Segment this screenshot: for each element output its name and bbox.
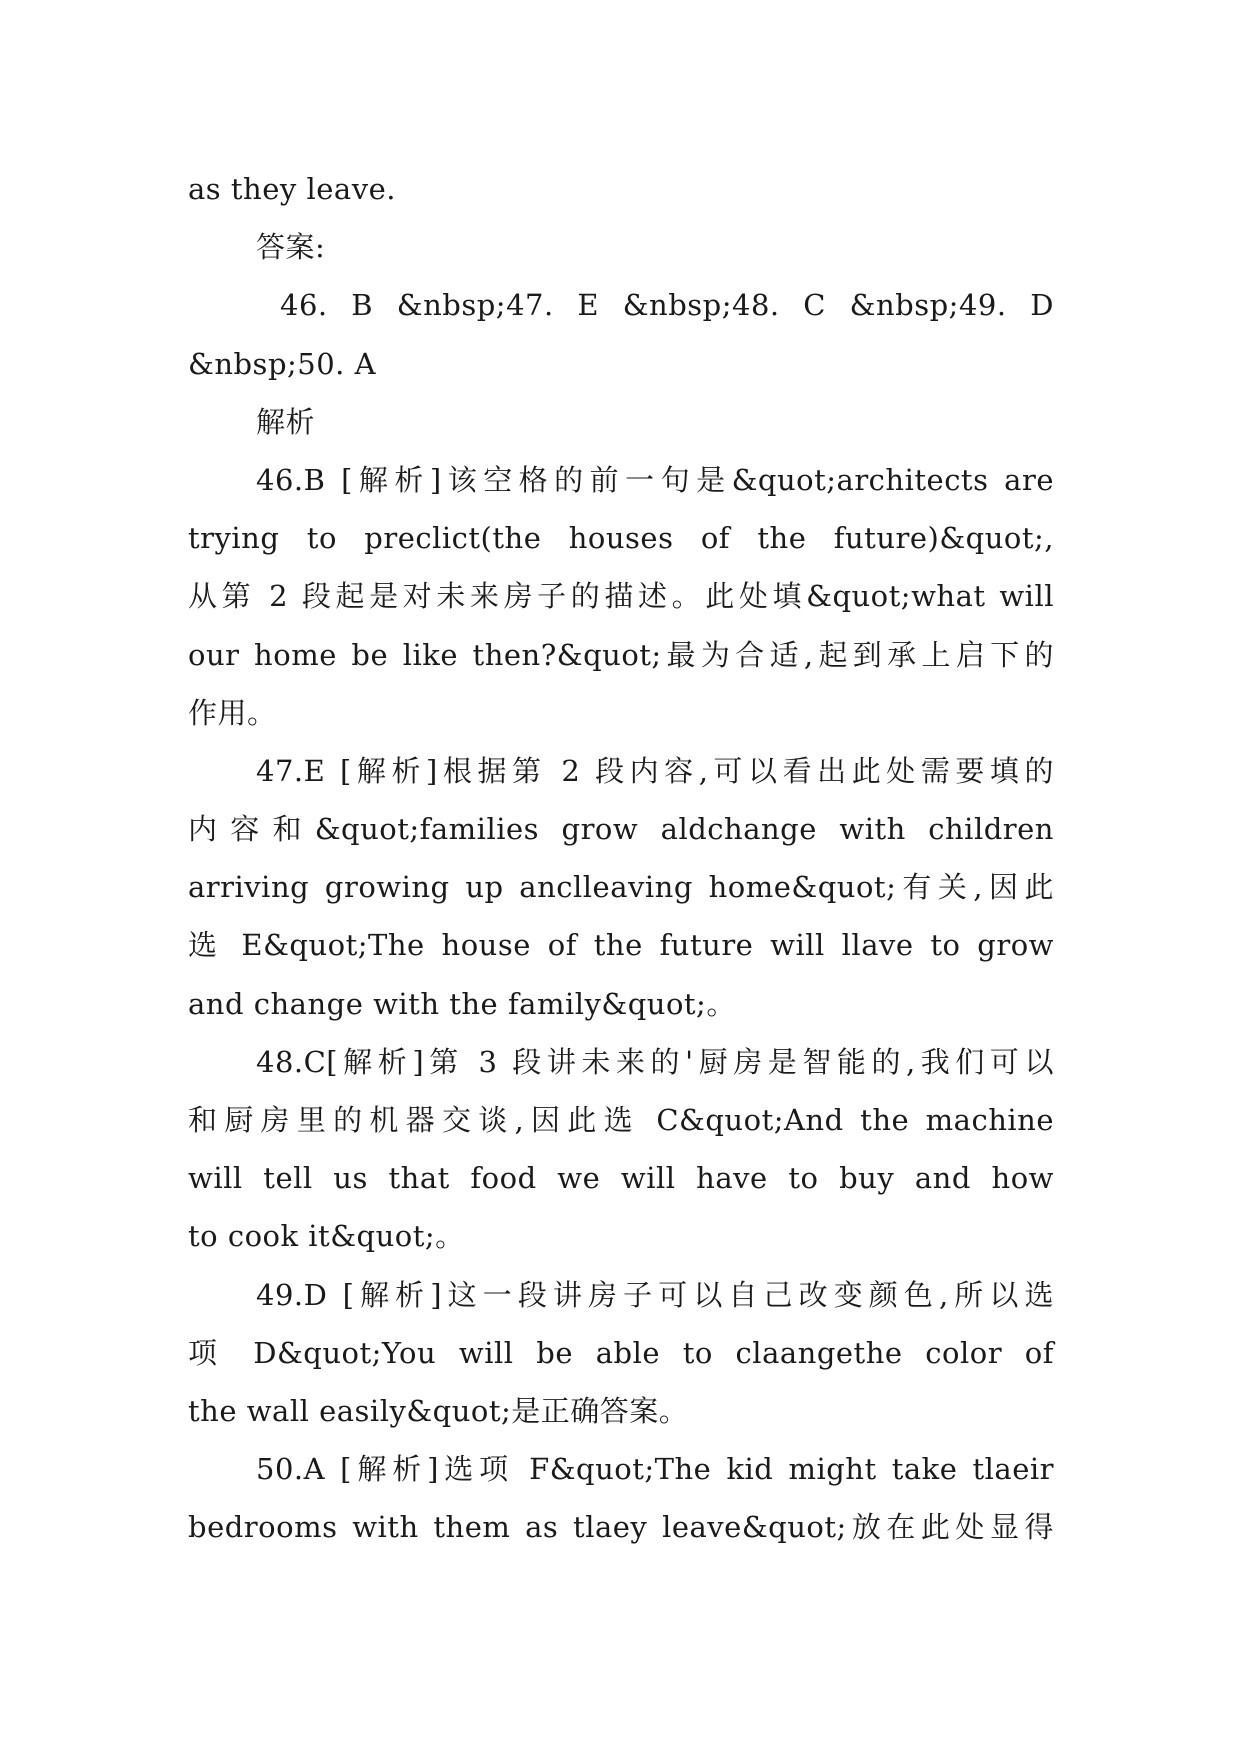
analysis-49-line: 项 D&quot;You will be able to claangethe color of <box>188 1335 1054 1370</box>
answer-list-continued: &nbsp;50. A <box>188 346 377 381</box>
text-line: as they leave. <box>188 172 396 206</box>
analysis-48-line: 48.C[解析]第 3 段讲未来的'厨房是智能的,我们可以 <box>256 1044 1054 1079</box>
analysis-47-line: 内容和&quot;families grow aldchange with children <box>188 812 1054 847</box>
analysis-46-line: 作用。 <box>188 695 277 730</box>
analysis-46-line: trying to preclict(the houses of the future)&quot;, <box>188 521 1054 556</box>
analysis-46-line: 46.B [解析]该空格的前一句是&quot;architects are <box>256 462 1054 497</box>
analysis-47-line: arriving growing up anclleaving home&quot;有关,因此 <box>188 870 1054 905</box>
analysis-48-line: to cook it&quot;。 <box>188 1219 465 1254</box>
analysis-47-line: and change with the family&quot;。 <box>188 986 736 1021</box>
analysis-48-line: will tell us that food we will have to buy and how <box>188 1161 1054 1196</box>
document-page <box>188 160 1054 1557</box>
analysis-50-line: 50.A [解析]选项 F&quot;The kid might take tlaeir <box>256 1452 1054 1487</box>
answer-heading: 答案: <box>256 230 326 265</box>
analysis-47-line: 选 E&quot;The house of the future will llave to grow <box>188 928 1054 963</box>
analysis-50-line: bedrooms with them as tlaey leave&quot;放在此处显得 <box>188 1510 1054 1545</box>
analysis-48-line: 和厨房里的机器交谈,因此选 C&quot;And the machine <box>188 1103 1054 1137</box>
analysis-47-line: 47.E [解析]根据第 2 段内容,可以看出此处需要填的 <box>256 753 1054 788</box>
answer-list: 46. B &nbsp;47. E &nbsp;48. C &nbsp;49. D <box>280 288 1054 323</box>
analysis-49-line: the wall easily&quot;是正确答案。 <box>188 1393 689 1428</box>
analysis-46-line: 从第 2 段起是对未来房子的描述。此处填&quot;what will <box>188 579 1054 614</box>
analysis-heading: 解析 <box>256 404 316 439</box>
analysis-46-line: our home be like then?&quot;最为合适,起到承上启下的 <box>188 637 1054 672</box>
analysis-49-line: 49.D [解析]这一段讲房子可以自己改变颜色,所以选 <box>256 1277 1054 1312</box>
